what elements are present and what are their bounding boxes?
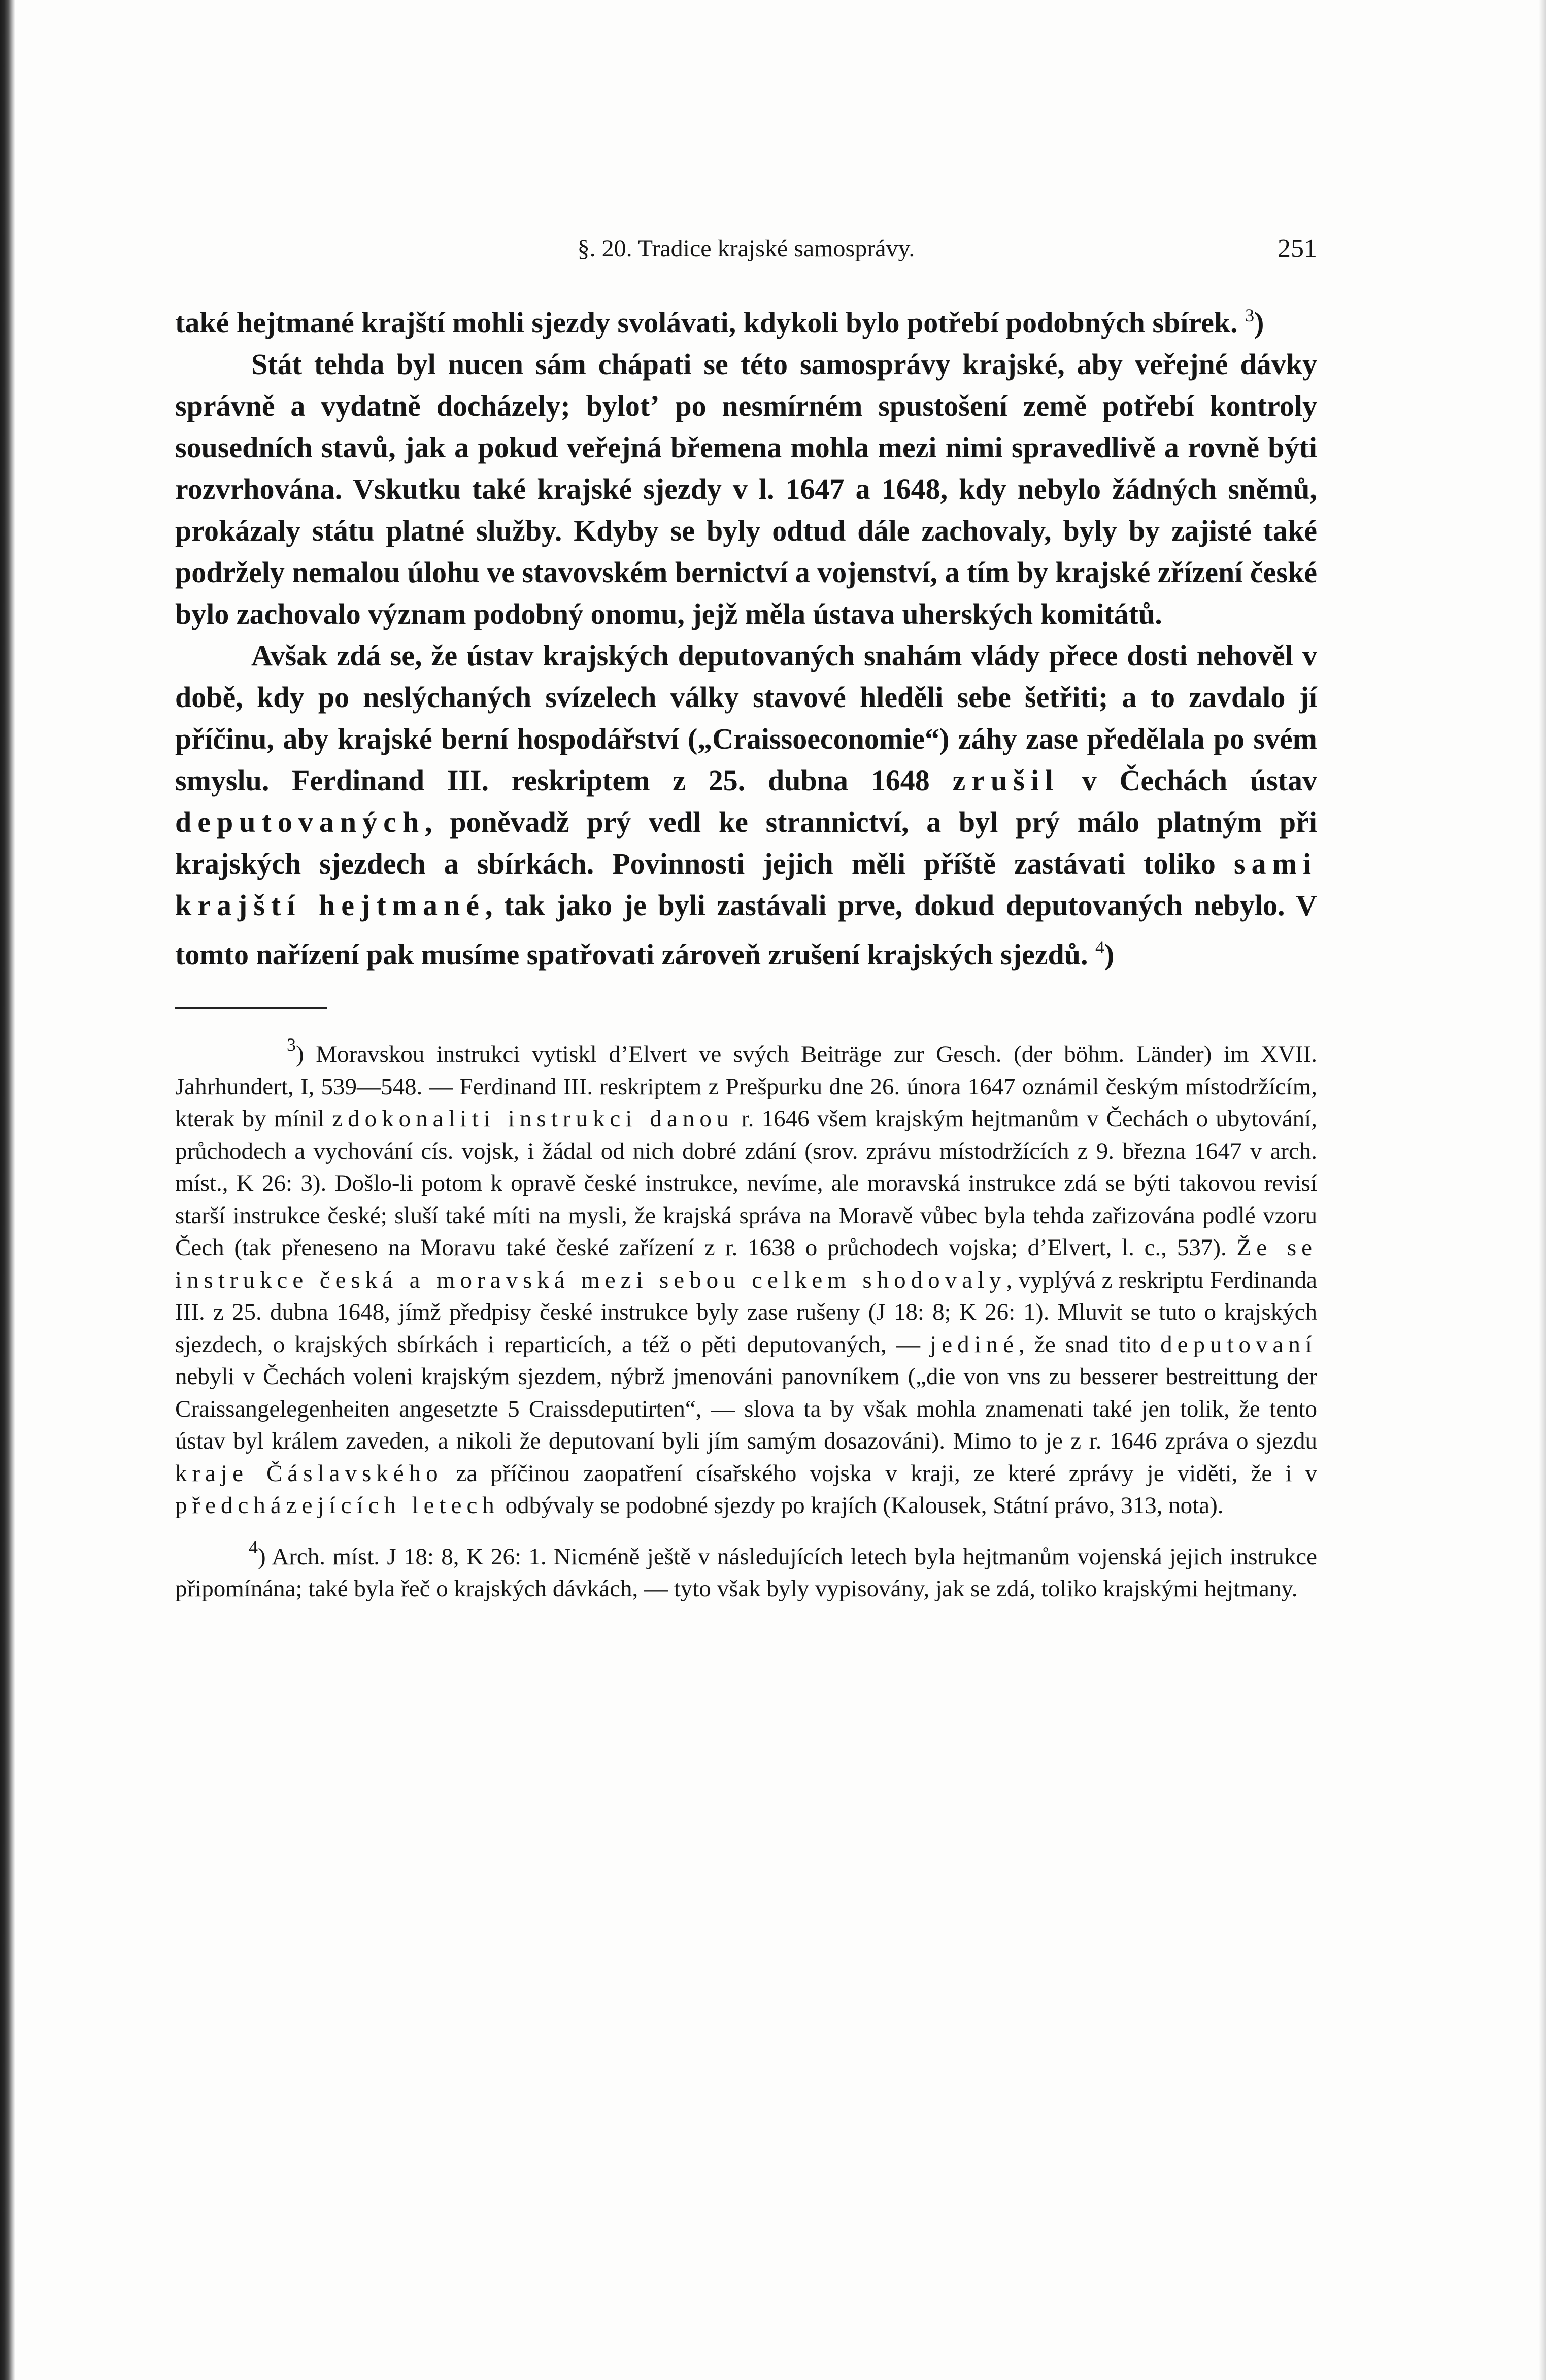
page-number: 251	[1278, 234, 1317, 263]
spaced-emphasis: jediné	[930, 1331, 1019, 1358]
running-header	[175, 228, 1317, 269]
main-text	[175, 294, 1317, 976]
footnote-marker: 4	[249, 1536, 258, 1557]
text-run: r. 1646 všem krajským hejtmanům v Čechách o ubytování, průchodech a vychování cís. vojsk, i žádal od nich dobré zdání (srov. zprávu místodržících z 9. března 1647 v arch. míst., K 26: 3). Došlo-li potom k opravě české instrukce, nevíme, ale moravská instrukce zdá se býti takovou revisí starší instrukce české; sluší také míti na mysli, že krajská správa na Moravě vůbec byla tehda zařizována podlé vzoru Čech (tak přeneseno na Moravu také české zařízení z r. 1638 o průchodech vojska; d’Elvert, l. c., 537).	[175, 1105, 1317, 1261]
book-page	[175, 228, 1317, 1605]
text-run: nebyli v Čechách voleni krajským sjezdem, nýbrž jmenováni panovníkem („die von vns zu besserer bestreittung der Craissangelegenheiten angesetzte 5 Craissdeputirten“, — slova ta by však mohla znamenati také jen tolik, že tento ústav byl králem zaveden, a nikoli že deputovaní byli jím samým dosazováni). Mimo to je z r. 1646 zpráva o sjezdu	[175, 1363, 1317, 1454]
spaced-emphasis: zrušil	[952, 764, 1060, 797]
footnote-divider	[175, 1007, 327, 1009]
text-run: , tak jako je byli zastávali prve, dokud deputovaných nebylo. V tomto nařízení pak musíme spatřovati zároveň zrušení krajských sjezdů.	[175, 889, 1317, 971]
spaced-emphasis: deputovaných	[175, 806, 425, 839]
spaced-emphasis: deputovaní	[1160, 1331, 1317, 1358]
paragraph-2: Stát tehda byl nucen sám chápati se této samosprávy krajské, aby veřejné dávky správně a vydatně docházely; bylotʼ po nesmírném spustošení země potřebí kontroly sousedních stavů, jak a pokud veřejná břemena mohla mezi nimi spravedlivě a rovně býti rozvrhována. Vskutku také krajské sjezdy v l. 1647 a 1648, kdy nebylo žádných sněmů, prokázaly státu platné služby. Kdyby se byly odtud dále zachovaly, byly by zajisté také podržely nemalou úlohu ve stavovském bernictví a vojenství, a tím by krajské zřízení české bylo zachovalo význam podobný onomu, jejž měla ústava uherských komitátů.	[175, 348, 1317, 630]
footnotes	[175, 1029, 1317, 1605]
text-run: za příčinou zaopatření císařského vojska v kraji, ze které zprávy je viděti, že i v	[443, 1460, 1317, 1487]
spaced-emphasis: sami krajští hejtmané	[175, 847, 1317, 922]
spaced-emphasis: kraje Čáslavského	[175, 1460, 443, 1487]
text-run: ) Moravskou instrukci vytiskl d’Elvert ve svých Beiträge zur Gesch. (der böhm. Länder) im XVII. Jahrhundert, I, 539—548. — Ferdinand III. reskriptem z Prešpurku dne 26. února 1647 oznámil českým místodržícím, kterak by mínil	[175, 1041, 1317, 1132]
spaced-emphasis: předcházejících letech	[175, 1492, 499, 1519]
text-run: , že snad tito	[1019, 1331, 1161, 1358]
paragraph-1	[175, 294, 1317, 344]
page-edge-shadow	[1539, 0, 1546, 2380]
text-run: ) Arch. míst. J 18: 8, K 26: 1. Nicméně ještě v následujících letech byla hejtmanům vojenská jejich instrukce připomínána; také byla řeč o krajských dávkách, — tyto však byly vypisovány, jak se zdá, toliko krajskými hejtmany.	[175, 1543, 1317, 1602]
text-run: v Čechách ústav	[1059, 764, 1317, 797]
spaced-emphasis: zdokonaliti instrukci danou	[332, 1105, 734, 1132]
footnote-4	[175, 1531, 1317, 1605]
footnote-ref-3: 3	[1245, 305, 1255, 325]
text-run: Avšak zdá se, že ústav krajských deputovaných snahám vlády přece dosti nehověl v době, kdy po neslýchaných svízelech války stavové hleděli sebe šetřiti; a to zavdalo jí příčinu, aby krajské berní hospodářství („Craissoeconomie“) záhy zase předělala po svém smyslu. Ferdinand III. reskriptem z 25. dubna 1648	[175, 639, 1317, 797]
text-run: )	[1254, 306, 1264, 339]
text-run: také hejtmané krajští mohli sjezdy svolávati, kdykoli bylo potřebí podobných sbírek.	[175, 306, 1238, 339]
footnote-3	[175, 1029, 1317, 1522]
footnote-ref-4: 4	[1095, 937, 1104, 957]
text-run: , vyplývá z reskriptu Ferdinanda III. z 25. dubna 1648, jímž předpisy české instrukce byly zase rušeny (J 18: 8; K 26: 1). Mluvit se tuto o krajských sjezdech, o krajských sbírkách i reparticích, a též o pěti deputovaných, —	[175, 1266, 1317, 1358]
text-run: odbývaly se podobné sjezdy po krajích (Kalousek, Státní právo, 313, nota).	[499, 1492, 1224, 1519]
text-run: , poněvadž prý vedl ke strannictví, a byl prý málo platným při krajských sjezdech a sbírkách. Povinnosti jejich měli příště zastávati toliko	[175, 806, 1317, 880]
book-spine-shadow	[0, 0, 15, 2380]
paragraph-3	[175, 635, 1317, 976]
section-title: §. 20. Tradice krajské samosprávy.	[577, 235, 915, 262]
text-run: )	[1104, 938, 1115, 971]
spaced-emphasis: Že se instrukce česká a moravská mezi sebou celkem shodovaly	[175, 1234, 1317, 1293]
footnote-marker: 3	[287, 1034, 296, 1055]
